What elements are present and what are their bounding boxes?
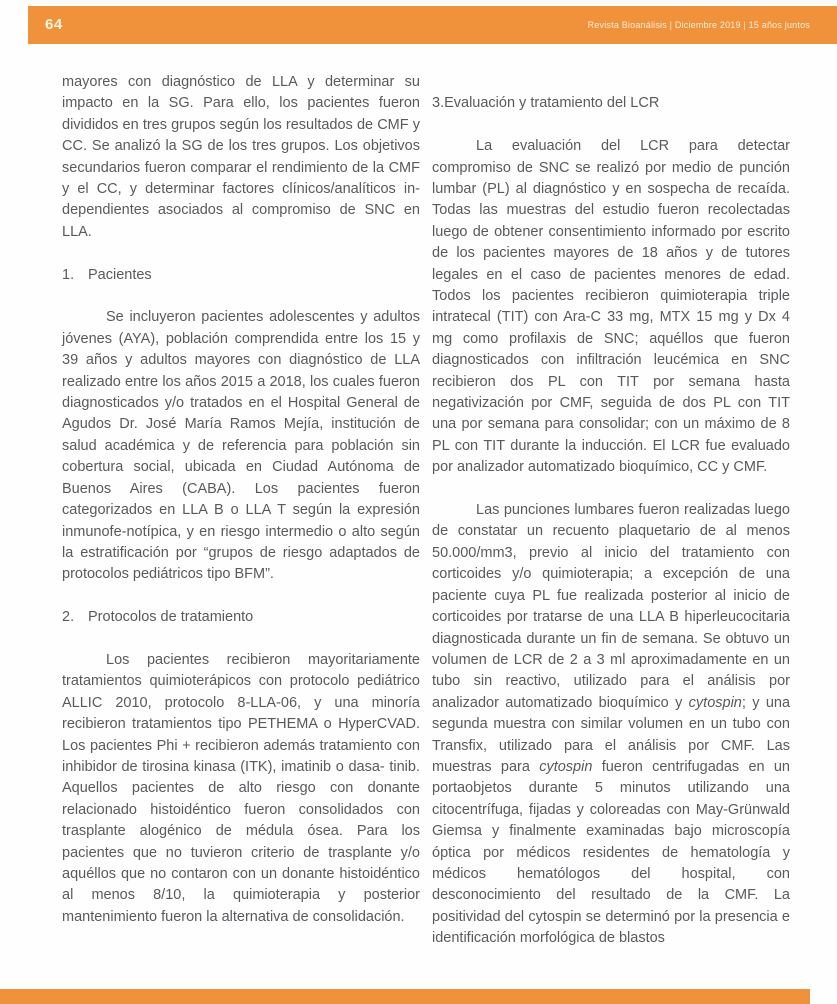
section-heading-lcr: 3.Evaluación y tratamiento del LCR [432,95,660,112]
text-segment: fueron centrifugadas en un portaobjetos durante 5 minutos utilizando una citocentrífuga, fijadas y coloreadas con May-Grünwald Giemsa y finalmente examinadas bajo microscopía óptica por médicos residentes de hematología y médicos hematólogos del hospital, con desconocimiento del resultado de la CMF. La positividad del cytospin se determinó por la presencia e identificación morfológica de blastos [432,758,790,947]
paragraph-protocolos: Los pacientes recibieron mayoritariamente tratamientos quimioterápicos con protocolo pediátrico ALLIC 2010, protocolo 8-LLA-06, y una minoría recibieron tratamientos tipo PETHEMA o HyperCVAD. Los pacientes Phi + recibieron además tratamiento con inhibidor de tirosina kinasa (ITK), imatinib o dasa- tinib. Aquellos pacientes de alto riesgo con donante relacionado histoidéntico fueron consolidados con trasplante alogénico de médula ósea. Para los pacientes que no tuvieron criterio de trasplante y/o aquéllos que no contaron con un donante histoidéntico al menos 8/10, la quimioterapia y posterior mantenimiento fueron la alternativa de consolidación. [62,651,420,925]
section-title: Protocolos de tratamiento [88,609,254,626]
italic-term-cytospin: cytospin [688,694,742,711]
italic-term-cytospin: cytospin [539,758,593,775]
section-number: 2. [62,609,75,626]
footer-bar [0,989,810,1004]
paragraph-evaluacion: La evaluación del LCR para detectar compromiso de SNC se realizó por medio de punción lumbar (PL) al diagnóstico y en sospecha de recaída. Todas las muestras del estudio fueron recolectadas luego de obtener consentimiento informado por escrito de los pacientes mayores de 18 años y de tutores legales en el caso de pacientes menores de edad. Todos los pacientes recibieron quimioterapia triple intratecal (TIT) con Ara-C 33 mg, MTX 15 mg y Dx 4 mg como profilaxis de SNC; aquéllos que fueron diagnosticados con infiltración leucémica en SNC recibieron dos PL con TIT por semana hasta negativización por CMF, seguida de dos PL con TIT una por semana para consolidar; con un máximo de 8 PL con TIT durante la inducción. El LCR fue evaluado por analizador automatizado bioquímico, CC y CMF. [432,138,790,476]
header-bar [28,6,837,44]
section-number: 1. [62,266,75,283]
left-column [62,72,420,950]
section-heading-pacientes [62,265,420,286]
right-column [432,72,790,971]
page-number: 64 [45,16,63,33]
paragraph-pacientes: Se incluyeron pacientes adolescentes y adultos jóvenes (AYA), población comprendida entre los 15 y 39 años y adultos mayores con diagnóstico de LLA realizado entre los años 2015 a 2018, los cuales fueron diagnosticados y/o tratados en el Hospital General de Agudos Dr. José María Ramos Mejía, institución de salud académica y de referencia para población sin cobertura social, ubicada en Ciudad Autónoma de Buenos Aires (CABA). Los pacientes fueron categorizados en LLA B o LLA T según la expresión inmunofe-notípica, y en riesgo intermedio o alto según la estratificación por “grupos de riesgo adaptados de protocolos pediátricos tipo BFM”. [62,309,420,583]
section-heading-protocolos [62,607,420,628]
journal-info: Revista Bioanálisis | Diciembre 2019 | 15 años juntos [587,20,810,30]
text-segment: Las punciones lumbares fueron realizadas luego de constatar un recuento plaquetario de al menos 50.000/mm3, previo al inicio del tratamiento con corticoides y/o quimioterapia; a excepción de una paciente cuya PL fue realizada posterior al inicio de corticoides por tratarse de una LLA B hiperleucocitaria diagnosticada durante un fin de semana. Se obtuvo un volumen de LCR de 2 a 3 ml aproximadamente en un tubo sin reactivo, utilizado para el análisis por analizador automatizado bioquímico y [432,502,790,711]
paragraph-punciones [432,500,790,950]
paragraph-objectives: mayores con diagnóstico de LLA y determinar su impacto en la SG. Para ello, los pacientes fueron divididos en tres grupos según los resultados de CMF y CC. Se analizó la SG de los tres grupos. Los objetivos secundarios fueron comparar el rendimiento de la CMF y el CC, y determinar factores clínicos/analíticos in- dependientes asociados al compromiso de SNC en LLA. [62,74,420,240]
text-segment: ; y una segunda muestra con similar volumen en un tubo con Transfix, utilizado para el análisis por CMF. Las muestras para [432,694,791,775]
section-title: Pacientes [88,266,152,283]
